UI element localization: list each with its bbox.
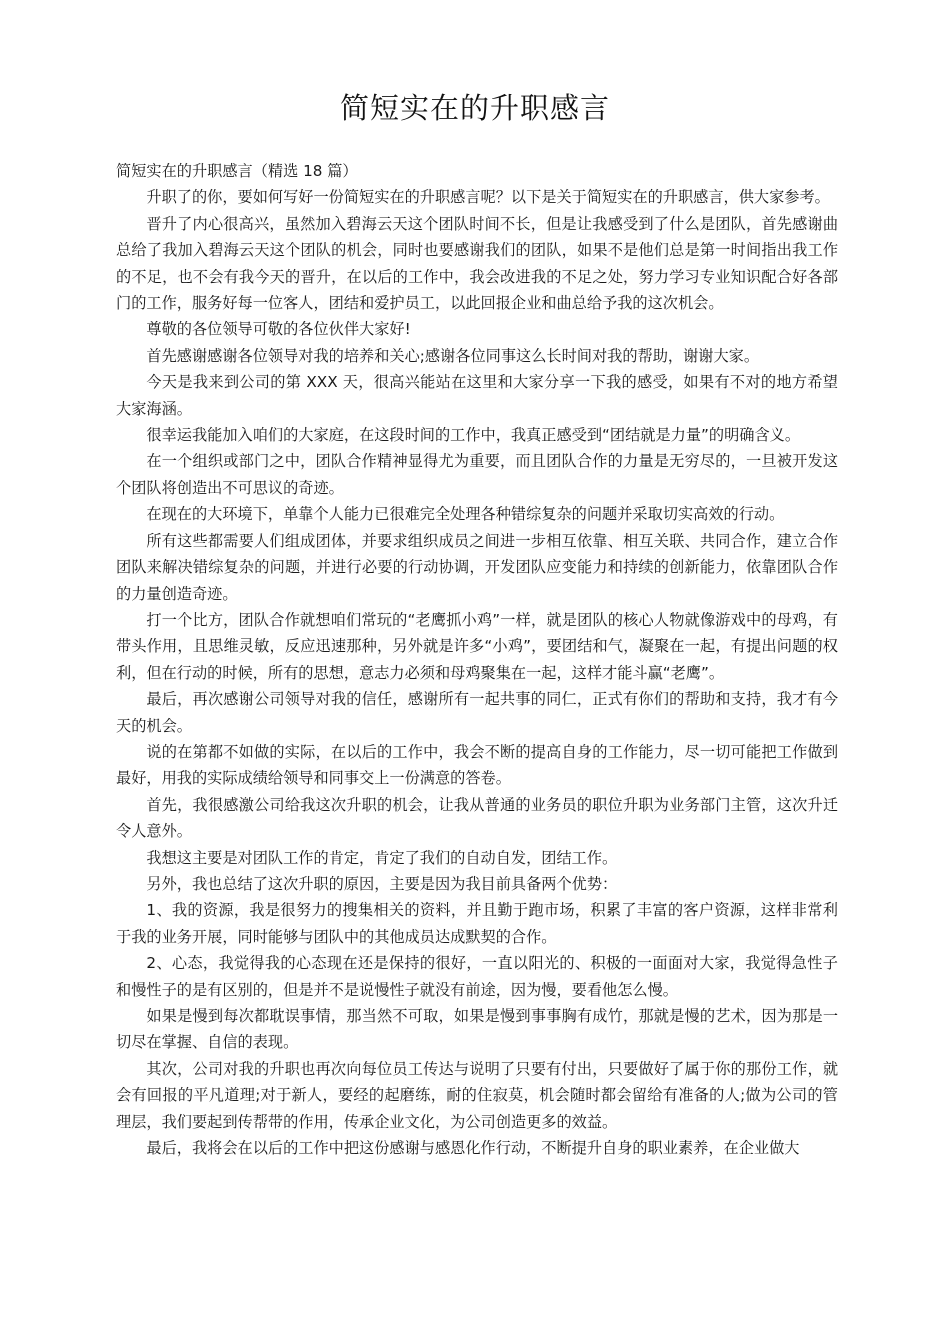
paragraph: 在一个组织或部门之中，团队合作精神显得尤为重要，而且团队合作的力量是无穷尽的，一旦被开发这个团队将创造出不可思议的奇迹。 xyxy=(116,452,838,497)
paragraph: 很幸运我能加入咱们的大家庭，在这段时间的工作中，我真正感受到“团结就是力量”的明确含义。 xyxy=(146,426,801,445)
paragraph: 首先，我很感激公司给我这次升职的机会，让我从普通的业务员的职位升职为业务部门主管，这次升迁令人意外。 xyxy=(116,795,838,841)
paragraph: 说的在第都不如做的实际，在以后的工作中，我会不断的提高自身的工作能力，尽一切可能把工作做到最好，用我的实际成绩给领导和同事交上一份满意的答卷。 xyxy=(116,742,838,788)
paragraph: 尊敬的各位领导可敬的各位伙伴大家好! xyxy=(146,320,411,339)
paragraph: 我想这主要是对团队工作的肯定，肯定了我们的自动自发，团结工作。 xyxy=(146,848,618,867)
paragraph: 如果是慢到每次都耽误事情，那当然不可取，如果是慢到事事胸有成竹，那就是慢的艺术，因为那是一切尽在掌握、自信的表现。 xyxy=(116,1007,838,1052)
paragraph: 首先感谢感谢各位领导对我的培养和关心;感谢各位同事这么长时间对我的帮助，谢谢大家。 xyxy=(146,346,760,365)
paragraph: 晋升了内心很高兴，虽然加入碧海云天这个团队时间不长，但是让我感受到了什么是团队，首先感谢曲总给了我加入碧海云天这个团队的机会，同时也要感谢我们的团队，如果不是他们总是第一时间指出我工作的不足，也不会有我今天的晋升，在以后的工作中，我会改进我的不足之处，努力学习专业知识配合好各部门的工作，服务好每一位客人，团结和爱护员工，以此回报企业和曲总给予我的这次机会。 xyxy=(116,214,838,313)
paragraph: 最后，再次感谢公司领导对我的信任，感谢所有一起共事的同仁，正式有你们的帮助和支持，我才有今天的机会。 xyxy=(116,690,838,735)
paragraph: 2、心态，我觉得我的心态现在还是保持的很好，一直以阳光的、积极的一面面对大家，我觉得急性子和慢性子的是有区别的，但是并不是说慢性子就没有前途，因为慢，要看他怎么慢。 xyxy=(116,954,838,999)
paragraph: 所有这些都需要人们组成团体，并要求组织成员之间进一步相互依靠、相互关联、共同合作，建立合作团队来解决错综复杂的问题，并进行必要的行动协调，开发团队应变能力和持续的创新能力，依靠团队合作的力量创造奇迹。 xyxy=(116,531,838,603)
paragraph: 在现在的大环境下，单靠个人能力已很难完全处理各种错综复杂的问题并采取切实高效的行动。 xyxy=(146,505,785,524)
paragraph: 今天是我来到公司的第 XXX 天，很高兴能站在这里和大家分享一下我的感受，如果有不对的地方希望大家海涵。 xyxy=(116,373,838,418)
document-body xyxy=(116,158,838,1161)
document-subtitle: 简短实在的升职感言（精选 18 篇） xyxy=(116,162,358,180)
paragraph: 升职了的你，要如何写好一份简短实在的升职感言呢？以下是关于简短实在的升职感言，供大家参考。 xyxy=(146,188,830,207)
paragraph: 其次，公司对我的升职也再次向每位员工传达与说明了只要有付出，只要做好了属于你的那份工作，就会有回报的平凡道理;对于新人，要经的起磨练，耐的住寂莫，机会随时都会留给有准备的人;做为公司的管理层，我们要起到传帮带的作用，传承企业文化，为公司创造更多的效益。 xyxy=(116,1059,838,1131)
paragraph: 最后，我将会在以后的工作中把这份感谢与感恩化作行动，不断提升自身的职业素养，在企业做大 xyxy=(146,1139,800,1158)
paragraph: 另外，我也总结了这次升职的原因，主要是因为我目前具备两个优势： xyxy=(146,874,618,893)
document-title: 简短实在的升职感言 xyxy=(339,91,610,125)
paragraph: 1、我的资源，我是很努力的搜集相关的资料，并且勤于跑市场，积累了丰富的客户资源，这样非常利于我的业务开展，同时能够与团队中的其他成员达成默契的合作。 xyxy=(116,901,838,946)
paragraph: 打一个比方，团队合作就想咱们常玩的“老鹰抓小鸡”一样，就是团队的核心人物就像游戏中的母鸡，有带头作用，且思维灵敏，反应迅速那种，另外就是许多“小鸡”，要团结和气，凝聚在一起，有提出问题的权利，但在行动的时候，所有的思想，意志力必须和母鸡聚集在一起，这样才能斗赢“老鹰”。 xyxy=(116,610,838,682)
